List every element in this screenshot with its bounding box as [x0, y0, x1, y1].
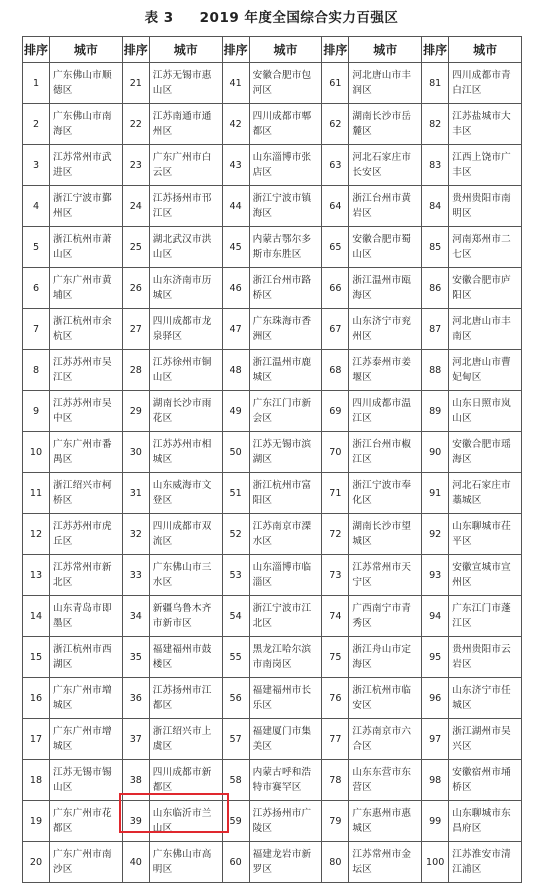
- rank-cell: 87: [422, 309, 449, 350]
- city-district-cell: 四川成都市郫都区: [249, 104, 322, 145]
- city-district-cell: 浙江杭州市西湖区: [50, 637, 123, 678]
- city-district-cell: 山东威海市文登区: [149, 473, 222, 514]
- rank-cell: 34: [122, 596, 149, 637]
- city-district-cell: 江苏无锡市锡山区: [50, 760, 123, 801]
- rank-cell: 10: [23, 432, 50, 473]
- rank-cell: 1: [23, 63, 50, 104]
- city-district-cell: 福建龙岩市新罗区: [249, 842, 322, 883]
- rank-cell: 67: [322, 309, 349, 350]
- city-district-cell: 湖北武汉市洪山区: [149, 227, 222, 268]
- rank-cell: 100: [422, 842, 449, 883]
- rank-cell: 73: [322, 555, 349, 596]
- rank-cell: 28: [122, 350, 149, 391]
- city-district-cell: 广东佛山市三水区: [149, 555, 222, 596]
- city-district-cell: 浙江温州市瓯海区: [349, 268, 422, 309]
- city-district-cell: 新疆乌鲁木齐市新市区: [149, 596, 222, 637]
- table-row: [23, 555, 522, 596]
- city-district-cell: 浙江宁波市奉化区: [349, 473, 422, 514]
- table-row: [23, 473, 522, 514]
- city-district-cell: 山东济南市历城区: [149, 268, 222, 309]
- city-district-cell: 浙江台州市椒江区: [349, 432, 422, 473]
- city-district-cell: 福建福州市鼓楼区: [149, 637, 222, 678]
- city-district-cell: 江苏南京市溧水区: [249, 514, 322, 555]
- table-row: [23, 596, 522, 637]
- city-district-cell: 广东广州市増城区: [50, 678, 123, 719]
- table-row: [23, 432, 522, 473]
- caption-text: 2019 年度全国综合实力百强区: [199, 10, 399, 26]
- city-district-cell: 江苏无锡市惠山区: [149, 63, 222, 104]
- table-row: [23, 637, 522, 678]
- header-city: 城市: [249, 37, 322, 63]
- city-district-cell: 广东珠海市香洲区: [249, 309, 322, 350]
- header-city: 城市: [149, 37, 222, 63]
- city-district-cell: 广东广州市白云区: [149, 145, 222, 186]
- city-district-cell: 河南郑州市二七区: [449, 227, 522, 268]
- rank-cell: 51: [222, 473, 249, 514]
- rank-cell: 82: [422, 104, 449, 145]
- rank-cell: 84: [422, 186, 449, 227]
- city-district-cell: 湖南长沙市望城区: [349, 514, 422, 555]
- rank-cell: 92: [422, 514, 449, 555]
- table-row: [23, 514, 522, 555]
- rank-cell: 47: [222, 309, 249, 350]
- rank-cell: 25: [122, 227, 149, 268]
- city-district-cell: 山东淄博市张店区: [249, 145, 322, 186]
- city-district-cell: 江苏常州市金坛区: [349, 842, 422, 883]
- city-district-cell: 福建厦门市集美区: [249, 719, 322, 760]
- ranking-table: [22, 36, 522, 883]
- city-district-cell: 浙江宁波市江北区: [249, 596, 322, 637]
- city-district-cell: 江苏泰州市姜堰区: [349, 350, 422, 391]
- rank-cell: 15: [23, 637, 50, 678]
- rank-cell: 38: [122, 760, 149, 801]
- city-district-cell: 四川成都市龙泉驿区: [149, 309, 222, 350]
- city-district-cell: 浙江杭州市临安区: [349, 678, 422, 719]
- rank-cell: 54: [222, 596, 249, 637]
- rank-cell: 36: [122, 678, 149, 719]
- header-rank: 排序: [322, 37, 349, 63]
- city-district-cell: 广西南宁市青秀区: [349, 596, 422, 637]
- city-district-cell: 广东江门市新会区: [249, 391, 322, 432]
- table-row: [23, 145, 522, 186]
- rank-cell: 78: [322, 760, 349, 801]
- rank-cell: 53: [222, 555, 249, 596]
- city-district-cell: 浙江舟山市定海区: [349, 637, 422, 678]
- rank-cell: 76: [322, 678, 349, 719]
- city-district-cell: 安徽合肥市包河区: [249, 63, 322, 104]
- city-district-cell: 浙江杭州市富阳区: [249, 473, 322, 514]
- city-district-cell: 广东广州市黄埔区: [50, 268, 123, 309]
- header-row: [23, 37, 522, 63]
- rank-cell: 85: [422, 227, 449, 268]
- city-district-cell: 广东广州市花都区: [50, 801, 123, 842]
- city-district-cell: 安徽合肥市蜀山区: [349, 227, 422, 268]
- rank-cell: 98: [422, 760, 449, 801]
- city-district-cell: 山东东营市东营区: [349, 760, 422, 801]
- rank-cell: 21: [122, 63, 149, 104]
- city-district-cell: 山东淄博市临淄区: [249, 555, 322, 596]
- rank-cell: 11: [23, 473, 50, 514]
- rank-cell: 60: [222, 842, 249, 883]
- city-district-cell: 贵州贵阳市云岩区: [449, 637, 522, 678]
- city-district-cell: 江苏盐城市大丰区: [449, 104, 522, 145]
- table-row: [23, 309, 522, 350]
- city-district-cell: 江苏扬州市邗江区: [149, 186, 222, 227]
- rank-cell: 96: [422, 678, 449, 719]
- rank-cell: 39: [122, 801, 149, 842]
- table-row: [23, 842, 522, 883]
- city-district-cell: 广东江门市蓬江区: [449, 596, 522, 637]
- rank-cell: 90: [422, 432, 449, 473]
- rank-cell: 17: [23, 719, 50, 760]
- caption-label: 表 3: [144, 10, 174, 26]
- rank-cell: 32: [122, 514, 149, 555]
- rank-cell: 94: [422, 596, 449, 637]
- city-district-cell: 江苏南通市通州区: [149, 104, 222, 145]
- rank-cell: 56: [222, 678, 249, 719]
- city-district-cell: 内蒙古呼和浩特市赛罕区: [249, 760, 322, 801]
- city-district-cell: 贵州贵阳市南明区: [449, 186, 522, 227]
- city-district-cell: 浙江台州市路桥区: [249, 268, 322, 309]
- city-district-cell: 河北唐山市丰南区: [449, 309, 522, 350]
- rank-cell: 20: [23, 842, 50, 883]
- city-district-cell: 山东青岛市即墨区: [50, 596, 123, 637]
- rank-cell: 43: [222, 145, 249, 186]
- header-rank: 排序: [422, 37, 449, 63]
- rank-cell: 79: [322, 801, 349, 842]
- city-district-cell: 江苏常州市新北区: [50, 555, 123, 596]
- rank-cell: 74: [322, 596, 349, 637]
- rank-cell: 52: [222, 514, 249, 555]
- rank-cell: 45: [222, 227, 249, 268]
- rank-cell: 72: [322, 514, 349, 555]
- rank-cell: 69: [322, 391, 349, 432]
- city-district-cell: 江苏常州市武进区: [50, 145, 123, 186]
- rank-cell: 35: [122, 637, 149, 678]
- rank-cell: 2: [23, 104, 50, 145]
- rank-cell: 14: [23, 596, 50, 637]
- city-district-cell: 山东日照市岚山区: [449, 391, 522, 432]
- city-district-cell: 江苏南京市六合区: [349, 719, 422, 760]
- table-row: [23, 391, 522, 432]
- rank-cell: 77: [322, 719, 349, 760]
- table-row: [23, 678, 522, 719]
- city-district-cell: 湖南长沙市岳麓区: [349, 104, 422, 145]
- city-district-cell: 广东佛山市南海区: [50, 104, 123, 145]
- rank-cell: 57: [222, 719, 249, 760]
- rank-cell: 6: [23, 268, 50, 309]
- city-district-cell: 安徽合肥市庐阳区: [449, 268, 522, 309]
- city-district-cell: 浙江绍兴市上虞区: [149, 719, 222, 760]
- rank-cell: 91: [422, 473, 449, 514]
- city-district-cell: 河北石家庄市长安区: [349, 145, 422, 186]
- city-district-cell: 江苏苏州市相城区: [149, 432, 222, 473]
- city-district-cell: 浙江绍兴市柯桥区: [50, 473, 123, 514]
- city-district-cell: 江西上饶市广丰区: [449, 145, 522, 186]
- rank-cell: 80: [322, 842, 349, 883]
- rank-cell: 29: [122, 391, 149, 432]
- city-district-cell: 湖南长沙市雨花区: [149, 391, 222, 432]
- city-district-cell: 广东佛山市顺德区: [50, 63, 123, 104]
- city-district-cell: 福建福州市长乐区: [249, 678, 322, 719]
- rank-cell: 50: [222, 432, 249, 473]
- city-district-cell: 内蒙古鄂尔多斯市东胜区: [249, 227, 322, 268]
- city-district-cell: 浙江杭州市萧山区: [50, 227, 123, 268]
- rank-cell: 23: [122, 145, 149, 186]
- rank-cell: 70: [322, 432, 349, 473]
- rank-cell: 58: [222, 760, 249, 801]
- rank-cell: 97: [422, 719, 449, 760]
- city-district-cell: 河北石家庄市藁城区: [449, 473, 522, 514]
- city-district-cell: 广东广州市增城区: [50, 719, 123, 760]
- rank-cell: 31: [122, 473, 149, 514]
- rank-cell: 64: [322, 186, 349, 227]
- city-district-cell: 江苏徐州市铜山区: [149, 350, 222, 391]
- city-district-cell: 山东济宁市兖州区: [349, 309, 422, 350]
- rank-cell: 83: [422, 145, 449, 186]
- rank-cell: 68: [322, 350, 349, 391]
- city-district-cell: 河北唐山市丰润区: [349, 63, 422, 104]
- city-district-cell: 江苏扬州市广陵区: [249, 801, 322, 842]
- rank-cell: 19: [23, 801, 50, 842]
- rank-cell: 4: [23, 186, 50, 227]
- rank-cell: 22: [122, 104, 149, 145]
- table-row: [23, 186, 522, 227]
- rank-cell: 9: [23, 391, 50, 432]
- rank-cell: 49: [222, 391, 249, 432]
- rank-cell: 18: [23, 760, 50, 801]
- rank-cell: 95: [422, 637, 449, 678]
- rank-cell: 46: [222, 268, 249, 309]
- rank-cell: 42: [222, 104, 249, 145]
- rank-cell: 62: [322, 104, 349, 145]
- rank-cell: 81: [422, 63, 449, 104]
- header-rank: 排序: [122, 37, 149, 63]
- rank-cell: 8: [23, 350, 50, 391]
- rank-cell: 99: [422, 801, 449, 842]
- rank-cell: 88: [422, 350, 449, 391]
- city-district-cell: 广东惠州市惠城区: [349, 801, 422, 842]
- rank-cell: 33: [122, 555, 149, 596]
- rank-cell: 61: [322, 63, 349, 104]
- city-district-cell: 山东聊城市茌平区: [449, 514, 522, 555]
- city-district-cell: 江苏苏州市吴中区: [50, 391, 123, 432]
- rank-cell: 75: [322, 637, 349, 678]
- rank-cell: 37: [122, 719, 149, 760]
- city-district-cell: 广东广州市南沙区: [50, 842, 123, 883]
- table-row: [23, 719, 522, 760]
- rank-cell: 44: [222, 186, 249, 227]
- rank-cell: 30: [122, 432, 149, 473]
- rank-cell: 48: [222, 350, 249, 391]
- rank-cell: 24: [122, 186, 149, 227]
- table-row: [23, 63, 522, 104]
- table-row: [23, 760, 522, 801]
- city-district-cell: 山东聊城市东昌府区: [449, 801, 522, 842]
- rank-cell: 5: [23, 227, 50, 268]
- city-district-cell: 江苏无锡市滨湖区: [249, 432, 322, 473]
- city-district-cell: 江苏苏州市吴江区: [50, 350, 123, 391]
- city-district-cell: 广东佛山市高明区: [149, 842, 222, 883]
- city-district-cell: 安徽合肥市瑶海区: [449, 432, 522, 473]
- city-district-cell: 浙江湖州市吴兴区: [449, 719, 522, 760]
- rank-cell: 89: [422, 391, 449, 432]
- rank-cell: 93: [422, 555, 449, 596]
- city-district-cell: 浙江宁波市鄞州区: [50, 186, 123, 227]
- rank-cell: 13: [23, 555, 50, 596]
- city-district-cell: 浙江宁波市镇海区: [249, 186, 322, 227]
- header-city: 城市: [50, 37, 123, 63]
- rank-cell: 59: [222, 801, 249, 842]
- city-district-cell: 浙江杭州市余杭区: [50, 309, 123, 350]
- city-district-cell: 河北唐山市曹妃甸区: [449, 350, 522, 391]
- table-row: [23, 104, 522, 145]
- table-row: [23, 268, 522, 309]
- table-caption: [0, 6, 543, 26]
- table-row: [23, 227, 522, 268]
- city-district-cell: 四川成都市青白江区: [449, 63, 522, 104]
- city-district-cell: 广东广州市番禺区: [50, 432, 123, 473]
- rank-cell: 40: [122, 842, 149, 883]
- rank-cell: 16: [23, 678, 50, 719]
- rank-cell: 65: [322, 227, 349, 268]
- rank-cell: 7: [23, 309, 50, 350]
- city-district-cell: 四川成都市双流区: [149, 514, 222, 555]
- header-rank: 排序: [23, 37, 50, 63]
- rank-cell: 71: [322, 473, 349, 514]
- city-district-cell: 浙江温州市鹿城区: [249, 350, 322, 391]
- city-district-cell: 山东临沂市兰山区: [149, 801, 222, 842]
- rank-cell: 26: [122, 268, 149, 309]
- rank-cell: 41: [222, 63, 249, 104]
- rank-cell: 86: [422, 268, 449, 309]
- city-district-cell: 安徽宣城市宣州区: [449, 555, 522, 596]
- header-city: 城市: [449, 37, 522, 63]
- city-district-cell: 江苏扬州市江都区: [149, 678, 222, 719]
- rank-cell: 3: [23, 145, 50, 186]
- city-district-cell: 安徽宿州市埇桥区: [449, 760, 522, 801]
- city-district-cell: 四川成都市温江区: [349, 391, 422, 432]
- table-row: [23, 801, 522, 842]
- city-district-cell: 江苏淮安市清江浦区: [449, 842, 522, 883]
- rank-cell: 12: [23, 514, 50, 555]
- city-district-cell: 江苏常州市天宁区: [349, 555, 422, 596]
- rank-cell: 55: [222, 637, 249, 678]
- city-district-cell: 四川成都市新都区: [149, 760, 222, 801]
- rank-cell: 63: [322, 145, 349, 186]
- rank-cell: 27: [122, 309, 149, 350]
- city-district-cell: 黑龙江哈尔滨市南岗区: [249, 637, 322, 678]
- header-city: 城市: [349, 37, 422, 63]
- table-row: [23, 350, 522, 391]
- city-district-cell: 山东济宁市任城区: [449, 678, 522, 719]
- city-district-cell: 江苏苏州市虎丘区: [50, 514, 123, 555]
- header-rank: 排序: [222, 37, 249, 63]
- rank-cell: 66: [322, 268, 349, 309]
- city-district-cell: 浙江台州市黄岩区: [349, 186, 422, 227]
